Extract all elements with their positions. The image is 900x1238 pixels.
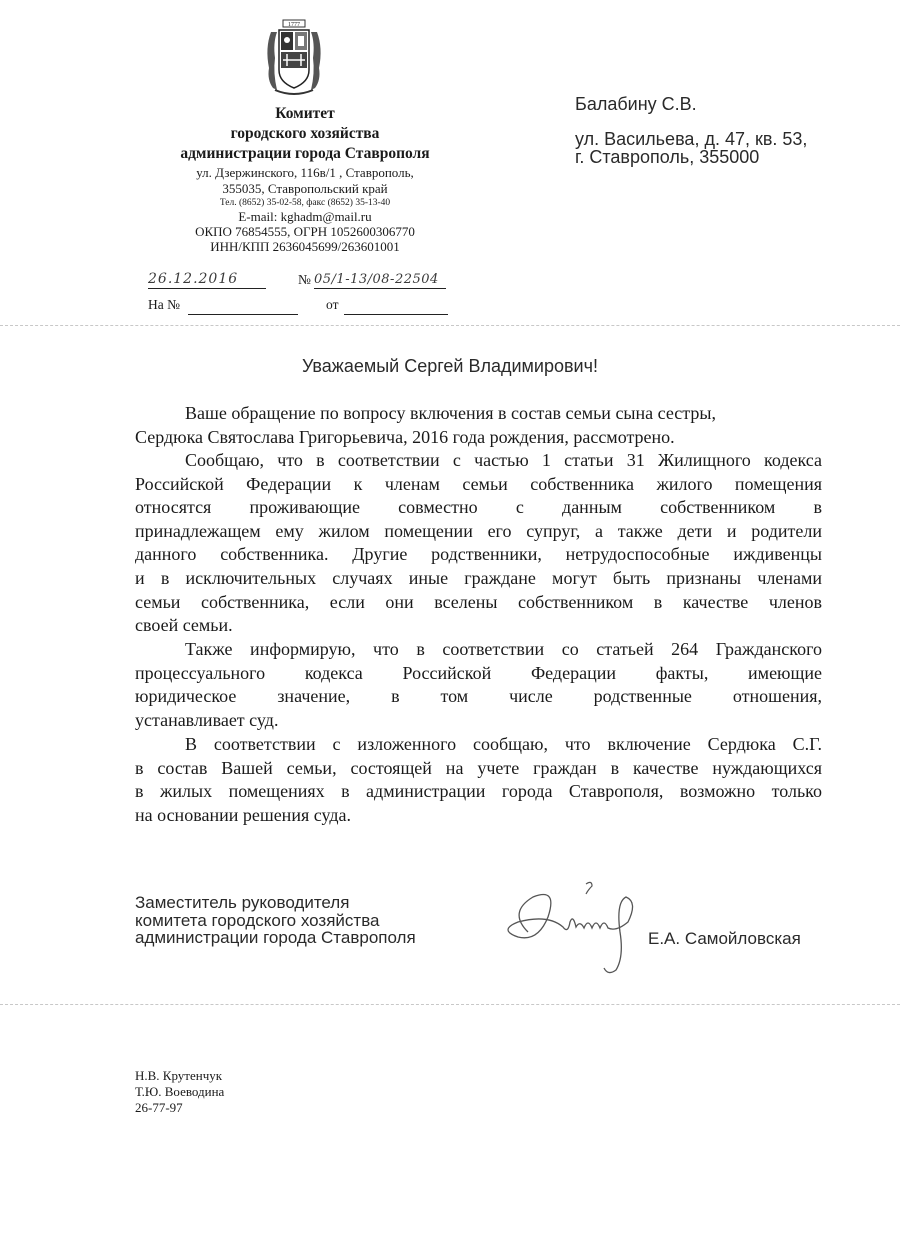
outgoing-date-handwritten: 26.12.2016 (148, 271, 239, 287)
org-name-line-1: Комитет (275, 105, 335, 122)
paragraph-line: относятся проживающие совместно с данным собственником в (135, 497, 822, 518)
signatory-position (135, 894, 416, 947)
city-coat-of-arms-emblem (263, 18, 325, 98)
handwritten-signature (488, 872, 658, 977)
executor-phone: 26-77-97 (135, 1100, 183, 1115)
executors-block (135, 1068, 224, 1116)
org-name-line-2: городского хозяйства (230, 125, 380, 142)
paragraph-line: процессуального кодекса Российской Федерации факты, имеющие (135, 662, 822, 683)
paragraph-line: в жилых помещениях в администрации города Ставрополя, возможно только (135, 781, 822, 802)
org-phone: Тел. (8652) 35-02-58, факс (8652) 35-13-40 (219, 198, 391, 208)
paragraph-line: юридическое значение, в том числе родственные отношения, (135, 686, 822, 707)
org-name-line-3: администрации города Ставрополя (180, 145, 430, 162)
body-paragraph-2 (135, 449, 822, 638)
outgoing-number-label: № (298, 272, 311, 287)
recipient-address-line-2: г. Ставрополь, 355000 (575, 147, 760, 167)
scan-fold-line-bottom (0, 1004, 900, 1005)
paragraph-line: в состав Вашей семьи, состоящей на учете граждан в качестве нуждающихся (135, 757, 822, 778)
recipient-name: Балабину С.В. (575, 94, 697, 114)
org-address-line-1: ул. Дзержинского, 116в/1 , Ставрополь, (196, 165, 414, 180)
signatory-name: Е.А. Самойловская (648, 929, 801, 948)
paragraph-line: данного собственника. Другие родственники, нетрудоспособные иждивенцы (135, 544, 822, 565)
org-email: E-mail: kghadm@mail.ru (238, 209, 372, 224)
outgoing-date-line (148, 270, 266, 289)
reference-date-label: от (326, 297, 339, 312)
scan-fold-line-top (0, 325, 900, 326)
executor-name: Т.Ю. Воеводина (135, 1084, 225, 1099)
emblem-year-text: 1777 (288, 22, 300, 28)
reference-number-label: На № (148, 297, 180, 312)
signatory-position-line: комитета городского хозяйства (135, 910, 380, 930)
executor-name: Н.В. Крутенчук (135, 1068, 223, 1083)
paragraph-line: Ваше обращение по вопросу включения в состав семьи сына сестры, (185, 403, 716, 423)
paragraph-line: Сообщаю, что в соответствии с частью 1 статьи 31 Жилищного кодекса (185, 450, 822, 470)
body-paragraph-3 (135, 638, 822, 732)
outgoing-number-handwritten: 05/1-13/08-22504 (314, 272, 439, 287)
salutation: Уважаемый Сергей Владимирович! (301, 356, 598, 376)
org-address-line-2: 355035, Ставропольский край (222, 181, 388, 196)
paragraph-line: Также информирую, что в соответствии со статьей 264 Гражданского (185, 639, 822, 659)
paragraph-line: Сердюка Святослава Григорьевича, 2016 года рождения, рассмотрено. (135, 426, 675, 447)
paragraph-line: своей семьи. (135, 615, 233, 636)
org-okpo-ogrn: ОКПО 76854555, ОГРН 1052600306770 (195, 224, 415, 239)
paragraph-line: принадлежащем ему жилом помещении его супруг, а также дети и родители (135, 520, 822, 541)
reference-date-line (344, 296, 448, 315)
paragraph-line: семьи собственника, если они вселены собственником в качестве членов (135, 591, 822, 612)
signatory-position-line: администрации города Ставрополя (135, 928, 416, 947)
body-paragraph-1 (135, 402, 822, 449)
signatory-position-line: Заместитель руководителя (135, 893, 350, 912)
paragraph-line: на основании решения суда. (135, 804, 351, 825)
paragraph-line: устанавливает суд. (135, 709, 279, 730)
paragraph-line: В соответствии с изложенного сообщаю, что включение Сердюка С.Г. (185, 734, 822, 754)
reference-number-line (188, 296, 298, 315)
paragraph-line: Российской Федерации к членам семьи собственника жилого помещения (135, 473, 822, 494)
recipient-address-line-1: ул. Васильева, д. 47, кв. 53, (575, 129, 808, 149)
org-inn-kpp: ИНН/КПП 2636045699/263601001 (210, 239, 400, 254)
paragraph-line: и в исключительных случаях иные граждане могут быть признаны членами (135, 567, 822, 588)
outgoing-number-line (314, 270, 446, 289)
body-paragraph-4 (135, 733, 822, 827)
